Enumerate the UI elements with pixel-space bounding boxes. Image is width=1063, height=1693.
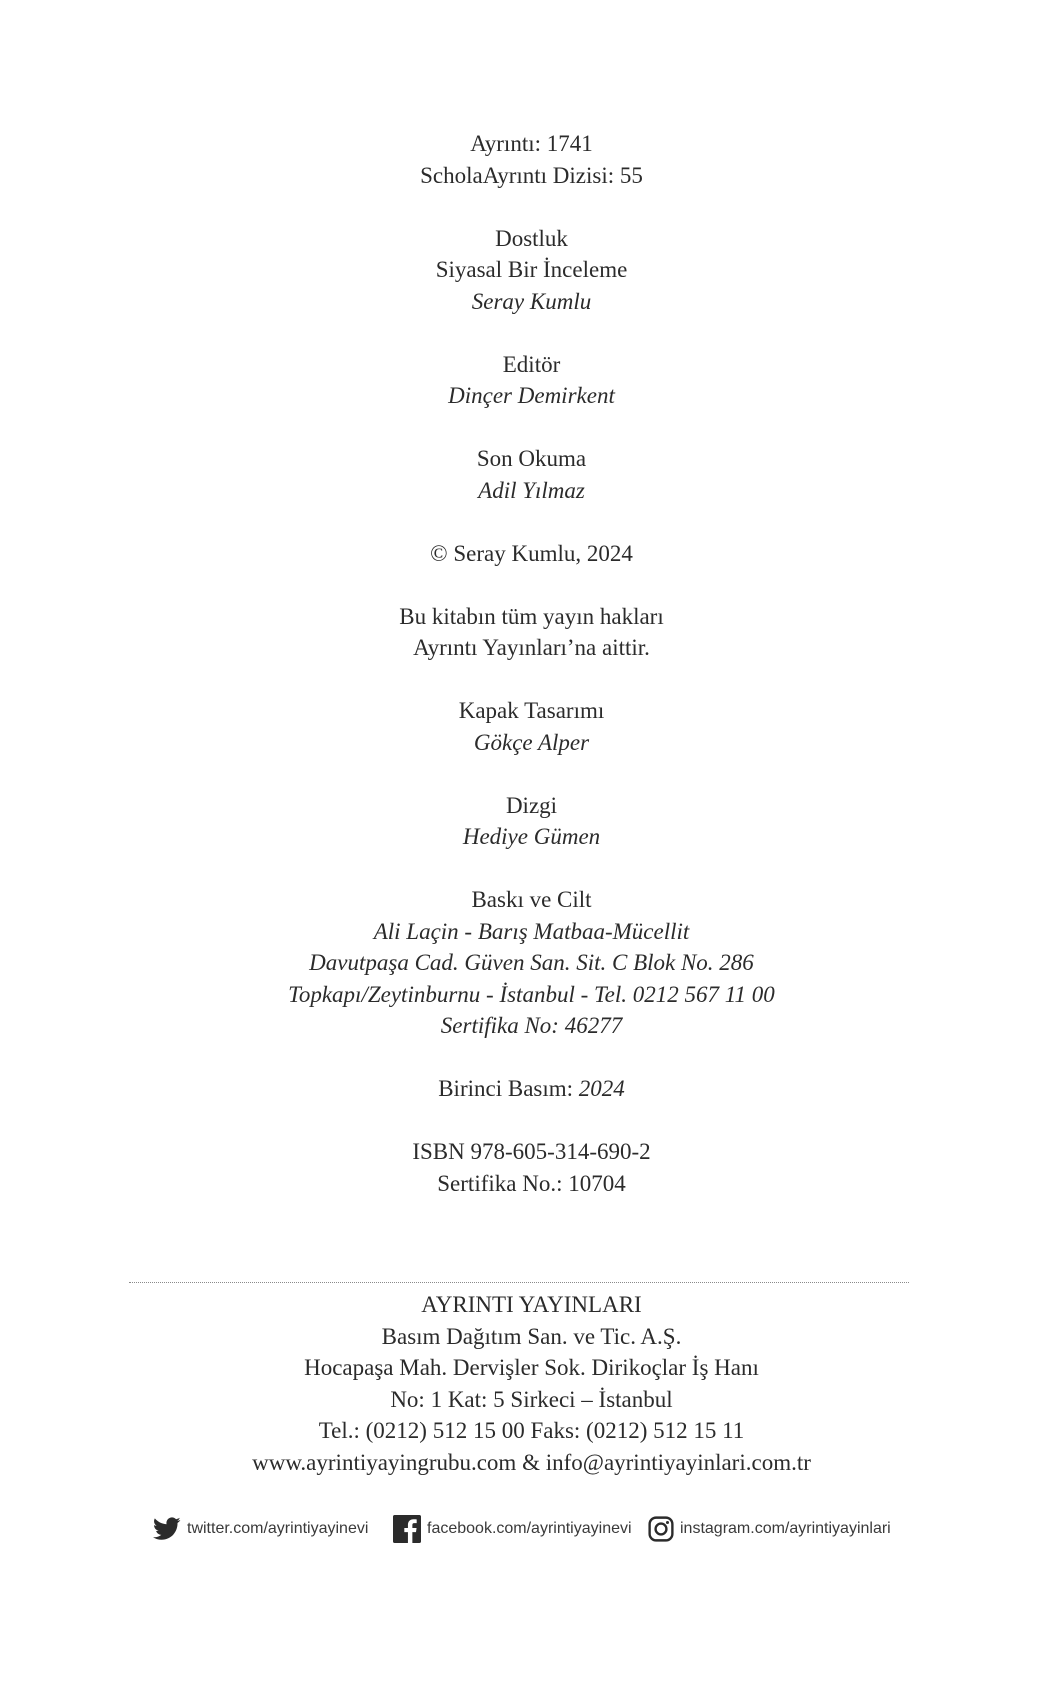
spacer xyxy=(0,569,1063,601)
spacer xyxy=(0,412,1063,444)
book-title: Dostluk xyxy=(495,225,568,251)
rights-line-1: Bu kitabın tüm yayın hakları xyxy=(399,603,664,629)
twitter-url: twitter.com/ayrintiyayinevi xyxy=(187,1520,369,1537)
isbn: ISBN 978-605-314-690-2 xyxy=(412,1139,651,1164)
facebook-link[interactable] xyxy=(393,1512,632,1546)
rights-line-2: Ayrıntı Yayınları’na aittir. xyxy=(413,635,650,660)
spacer xyxy=(0,664,1063,696)
editor-label: Editör xyxy=(502,351,561,377)
book-author: Seray Kumlu xyxy=(471,288,592,314)
typesetting-name: Hediye Gümen xyxy=(462,824,601,849)
publisher-company: Basım Dağıtım San. ve Tic. A.Ş. xyxy=(381,1323,682,1349)
editor-name: Dinçer Demirkent xyxy=(448,383,615,408)
twitter-link[interactable] xyxy=(153,1512,368,1546)
facebook-f-icon xyxy=(393,1515,421,1543)
spacer xyxy=(0,758,1063,790)
instagram-url: instagram.com/ayrintiyayinlari xyxy=(680,1520,891,1537)
twitter-bird-icon xyxy=(153,1517,181,1541)
publisher-name: AYRINTI YAYINLARI xyxy=(421,1292,642,1317)
publisher-phone-fax: Tel.: (0212) 512 15 00 Faks: (0212) 512 15 11 xyxy=(318,1418,745,1443)
first-edition-year: 2024 xyxy=(578,1076,625,1101)
first-edition xyxy=(0,1073,1063,1105)
book-subtitle: Siyasal Bir İnceleme xyxy=(435,257,628,282)
publisher-block xyxy=(0,1289,1063,1478)
facebook-url: facebook.com/ayrintiyayinevi xyxy=(427,1520,632,1537)
first-edition-label: Birinci Basım: xyxy=(438,1076,579,1101)
series-number: Ayrıntı: 1741 xyxy=(470,131,593,156)
publisher-certificate: Sertifika No.: 10704 xyxy=(437,1170,626,1196)
spacer xyxy=(0,506,1063,538)
spacer xyxy=(0,191,1063,223)
instagram-link[interactable] xyxy=(648,1512,891,1546)
colophon-block xyxy=(0,128,1063,1199)
printer-certificate: Sertifika No: 46277 xyxy=(440,1013,623,1038)
typesetting-label: Dizgi xyxy=(505,792,558,818)
social-links xyxy=(0,1512,1063,1546)
instagram-camera-icon xyxy=(648,1516,674,1542)
spacer xyxy=(0,317,1063,349)
proofreading-name: Adil Yılmaz xyxy=(478,477,585,503)
printing-label: Baskı ve Cilt xyxy=(471,887,592,912)
spacer xyxy=(0,853,1063,885)
publisher-web-email: www.ayrintiyayingrubu.com & info@ayrintiyayinlari.com.tr xyxy=(252,1449,811,1475)
subseries-number: ScholaAyrıntı Dizisi: 55 xyxy=(420,162,643,188)
cover-design-name: Gökçe Alper xyxy=(473,729,590,755)
cover-design-label: Kapak Tasarımı xyxy=(458,698,605,723)
spacer xyxy=(0,1105,1063,1137)
copyright-notice: © Seray Kumlu, 2024 xyxy=(430,540,633,566)
publisher-address-1: Hocapaşa Mah. Dervişler Sok. Dirikoçlar İş Hanı xyxy=(304,1355,759,1380)
proofreading-label: Son Okuma xyxy=(476,446,587,471)
printer-address-1: Davutpaşa Cad. Güven San. Sit. C Blok No. 286 xyxy=(309,950,754,975)
publisher-address-2: No: 1 Kat: 5 Sirkeci – İstanbul xyxy=(390,1386,673,1412)
printer-address-2: Topkapı/Zeytinburnu - İstanbul - Tel. 0212 567 11 00 xyxy=(288,981,775,1007)
printer-name: Ali Laçin - Barış Matbaa-Mücellit xyxy=(373,918,690,944)
spacer xyxy=(0,1042,1063,1074)
dotted-divider xyxy=(129,1282,909,1283)
